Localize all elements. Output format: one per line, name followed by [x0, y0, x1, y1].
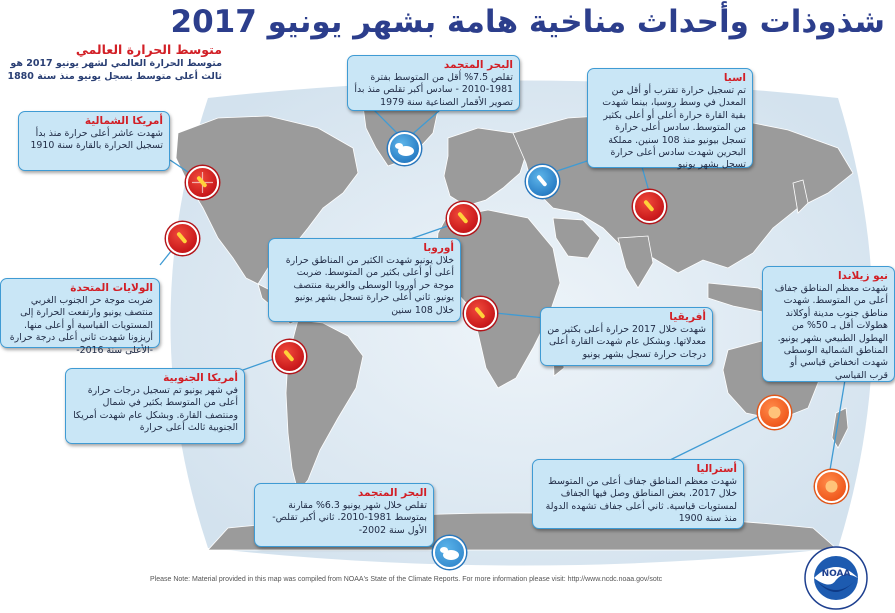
callout-usa-heading: الولايات المتحدة — [70, 282, 153, 294]
callout-new-zealand-heading: نيو زيلاندا — [837, 270, 888, 282]
callout-south-america — [65, 368, 245, 444]
callout-new-zealand-text: شهدت معظم المناطق جفاف أعلى من المتوسط. شهدت مناطق جنوب مدينة أوكلاند هطولات أقل بـ 50% من الهطول الطبيعي بشهر يونيو. المناطق الشمالية الوسطى شهدت انخفاض قياسي أو قرب القياسي — [774, 283, 888, 381]
south-america-hot-marker[interactable] — [273, 340, 306, 373]
arctic-sea-ice-marker[interactable] — [388, 132, 421, 165]
callout-arctic — [347, 55, 520, 111]
callout-usa — [0, 278, 160, 356]
usa-hot-marker[interactable] — [166, 222, 199, 255]
north-america-hot-marker[interactable] — [186, 166, 219, 199]
russia-cool-marker[interactable] — [526, 165, 559, 198]
callout-arctic-heading: البحر المتجمد — [443, 59, 513, 71]
callout-europe-text: خلال يونيو شهدت الكثير من المناطق حرارة أعلى أو أعلى بكثير من المتوسط. ضربت موجة حر أوروبا الوسطى والغربية منتصف يونيو. ثاني أعلى حرارة تسجل بشهر يونيو خلال 108 سنين — [285, 255, 454, 316]
global-text: متوسط الحرارة العالمي لشهر يونيو 2017 هو ثالث أعلى متوسط بسجل يونيو منذ سنة 1880 — [7, 58, 222, 82]
callout-australia-heading: أستراليا — [696, 463, 737, 475]
callout-europe-heading: أوروبا — [423, 242, 454, 254]
callout-africa — [540, 307, 713, 366]
africa-hot-marker[interactable] — [464, 297, 497, 330]
footer-note: Please Note: Material provided in this map was compiled from NOAA's State of the Climate Reports. For more information please visit: http://www.ncdc.noaa.gov/sotc — [150, 576, 663, 583]
callout-north-america — [18, 111, 170, 171]
noaa-logo-text: NOAA — [821, 569, 851, 579]
callout-europe — [268, 238, 461, 322]
callout-north-america-text: شهدت عاشر أعلى حرارة منذ بدأ تسجيل الحرارة بالقارة سنة 1910 — [30, 128, 163, 152]
callout-australia-text: شهدت معظم المناطق جفاف أعلى من المتوسط خلال 2017. بعض المناطق وصل فيها الجفاف لمستويات قياسية. ثاني أعلى جفاف تشهده الدولة منذ سنة 1900 — [545, 476, 737, 525]
new-zealand-dry-marker[interactable] — [815, 470, 848, 503]
europe-hot-marker[interactable] — [447, 202, 480, 235]
antarctic-sea-ice-marker[interactable] — [433, 536, 466, 569]
callout-north-america-heading: أمريكا الشمالية — [84, 115, 163, 127]
callout-new-zealand — [762, 266, 895, 382]
callout-africa-text: شهدت خلال 2017 حرارة أعلى بكثير من معدلاتها. وبشكل عام شهدت القارة أعلى درجات حرارة تسجل بشهر يونيو — [547, 324, 706, 360]
callout-arctic-text: تقلص 7.5% أقل من المتوسط بفترة 1981-2010 - سادس أكبر تقلص منذ بدأ تصوير الأقمار الصناعية سنة 1979 — [354, 72, 513, 108]
callout-africa-heading: أفريقيا — [669, 311, 706, 323]
noaa-logo — [804, 546, 868, 610]
page-title: شذوذات وأحداث مناخية هامة بشهر يونيو 2017 — [170, 4, 885, 40]
callout-asia-text: تم تسجيل حرارة تقترب أو أقل من المعدل في وسط روسيا، بينما شهدت بقية القارة حرارة أعلى أو أعلى بكثير من المتوسط. سادس أعلى حرارة تسجل بيونيو منذ 108 سنين. مملكة البحرين شهدت سادس أعلى حرارة تسجل بشهر يونيو — [602, 85, 746, 171]
callout-antarctic-text: تقلص خلال شهر يونيو 6.3% مقارنة بمتوسط 1981-2010. ثاني أكبر تقلص-الأول سنة 2002- — [272, 500, 427, 536]
callout-antarctic-heading: البحر المتجمد — [357, 487, 427, 499]
asia-hot-marker[interactable] — [633, 190, 666, 223]
callout-usa-text: ضربت موجة حر الجنوب الغربي منتصف يونيو وارتفعت الحرارة إلى المستويات القياسية أو أعلى منها. أريزونا شهدت ثاني أعلى درجة حرارة -الأعلى سنة 2016- — [9, 295, 153, 356]
callout-asia-heading: اسيا — [723, 72, 746, 84]
callout-asia — [587, 68, 753, 171]
global-heading: متوسط الحرارة العالمي — [75, 42, 222, 57]
callout-south-america-heading: أمريكا الجنوبية — [163, 372, 238, 384]
australia-dry-marker[interactable] — [758, 396, 791, 429]
callout-antarctic — [254, 483, 434, 547]
callout-south-america-text: في شهر يونيو تم تسجيل درجات حرارة أعلى من المتوسط بكثير في شمال ومنتصف القارة. وبشكل عام شهدت أمريكا الجنوبية ثالث أعلى حرارة — [73, 385, 238, 434]
callout-australia — [532, 459, 744, 529]
